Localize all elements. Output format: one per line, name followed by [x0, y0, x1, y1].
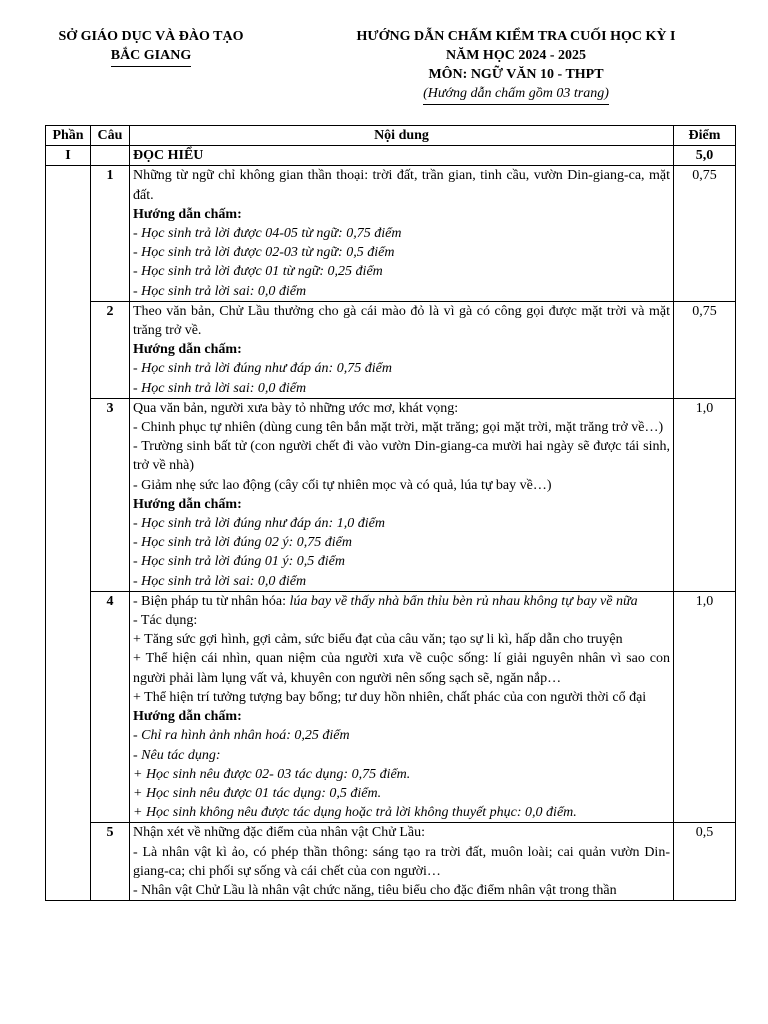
header-question: Câu — [91, 126, 130, 146]
answer-content — [130, 591, 674, 822]
answer-line: - Trường sinh bất tử (con người chết đi vào vườn Din-giang-ca mười hai ngày sẽ được tái sinh, trở về nhà) — [133, 439, 670, 474]
table-row — [46, 591, 736, 822]
header-score: Điểm — [674, 126, 736, 146]
answer-line: Theo văn bản, Chử Lầu thưởng cho gà cái mào đỏ là vì gà có công gọi được mặt trời và mặt trăng trở về. — [133, 303, 670, 339]
grading-criterion: + Học sinh nêu được 02- 03 tác dụng: 0,75 điểm. — [133, 766, 411, 782]
table-row — [46, 823, 736, 901]
question-score: 0,5 — [674, 823, 736, 901]
grading-criterion: - Học sinh trả lời đúng như đáp án: 1,0 điểm — [133, 516, 385, 532]
answer-content — [130, 301, 674, 398]
answer-line: + Thể hiện trí tưởng tượng bay bổng; tư duy hồn nhiên, chất phác của con người thời cổ đại — [133, 689, 647, 705]
grading-guide-label: Hướng dẫn chấm: — [133, 206, 242, 222]
question-score: 1,0 — [674, 398, 736, 591]
question-score: 1,0 — [674, 591, 736, 822]
device-quote: lúa bay về thấy nhà bẩn thỉu bèn rủ nhau không tự bay về nữa — [289, 593, 638, 609]
answer-content — [130, 166, 674, 301]
header-content: Nội dung — [130, 126, 674, 146]
answer-line: + Thể hiện cái nhìn, quan niệm của người xưa về cuộc sống: lí giải nguyên nhân vì sao con người phải làm lụng vất vả, khuyên con người nên sống sạch sẽ, ngăn nắp… — [133, 651, 670, 686]
table-row — [46, 301, 736, 398]
province-name: BẮC GIANG — [111, 46, 192, 67]
page-count-note: (Hướng dẫn chấm gồm 03 trang) — [423, 84, 609, 105]
grading-guide-label: Hướng dẫn chấm: — [133, 496, 242, 512]
question-number: 1 — [91, 166, 130, 301]
section-title: ĐỌC HIỂU — [130, 146, 674, 166]
grading-guide-label: Hướng dẫn chấm: — [133, 342, 242, 358]
document-header — [300, 27, 732, 105]
table-row — [46, 398, 736, 591]
question-number: 2 — [91, 301, 130, 398]
section-part: I — [46, 146, 91, 166]
section-question-empty — [91, 146, 130, 166]
grading-criterion: + Học sinh không nêu được tác dụng hoặc trả lời không thuyết phục: 0,0 điểm. — [133, 805, 577, 821]
question-score: 0,75 — [674, 301, 736, 398]
header-part: Phần — [46, 126, 91, 146]
grading-guide-label: Hướng dẫn chấm: — [133, 709, 242, 725]
grading-criterion: - Học sinh trả lời sai: 0,0 điểm — [133, 283, 307, 299]
answer-line: - Chinh phục tự nhiên (dùng cung tên bắn mặt trời, mặt trăng; gọi mặt trời, mặt trăng trở về…) — [133, 420, 664, 436]
question-number: 4 — [91, 591, 130, 822]
grading-criterion: - Chỉ ra hình ảnh nhân hoá: 0,25 điểm — [133, 728, 350, 744]
answer-line: - Là nhân vật kì ảo, có phép thần thông: sáng tạo ra trời đất, muôn loài; cai quản vườn Din-giang-ca; chi phối sự sống và cái chết của con người… — [133, 844, 670, 879]
answer-line: - Nhân vật Chử Lầu là nhân vật chức năng, tiêu biểu cho đặc điểm nhân vật trong thần — [133, 882, 617, 898]
grading-criterion: - Học sinh trả lời đúng 02 ý: 0,75 điểm — [133, 535, 353, 551]
school-year: NĂM HỌC 2024 - 2025 — [446, 48, 586, 63]
grading-criterion: - Học sinh trả lời được 02-03 từ ngữ: 0,5 điểm — [133, 245, 395, 261]
answer-line: - Giảm nhẹ sức lao động (cây cối tự nhiên mọc và có quả, lúa tự bay về…) — [133, 477, 552, 493]
question-score: 0,75 — [674, 166, 736, 301]
answer-line: - Tác dụng: — [133, 613, 198, 629]
grading-criterion: - Học sinh trả lời sai: 0,0 điểm — [133, 573, 307, 589]
question-number: 3 — [91, 398, 130, 591]
subject-line: MÔN: NGỮ VĂN 10 - THPT — [428, 67, 604, 82]
section-row — [46, 146, 736, 166]
department-header — [40, 27, 262, 67]
answer-content — [130, 398, 674, 591]
grading-criterion: + Học sinh nêu được 01 tác dụng: 0,5 điểm. — [133, 785, 382, 801]
grading-criterion: - Học sinh trả lời được 01 từ ngữ: 0,25 điểm — [133, 264, 383, 280]
part-cell-empty — [46, 166, 91, 901]
question-number: 5 — [91, 823, 130, 901]
grading-criterion: - Nêu tác dụng: — [133, 747, 221, 763]
table-header-row — [46, 126, 736, 146]
section-score: 5,0 — [674, 146, 736, 166]
device-label: - Biện pháp tu từ nhân hóa: — [133, 593, 290, 609]
answer-line: Nhận xét về những đặc điểm của nhân vật Chử Lầu: — [133, 825, 425, 841]
grading-criterion: - Học sinh trả lời sai: 0,0 điểm — [133, 380, 307, 396]
answer-line: Qua văn bản, người xưa bày tỏ những ước mơ, khát vọng: — [133, 400, 459, 416]
grading-table — [45, 125, 736, 901]
answer-line: Những từ ngữ chỉ không gian thần thoại: trời đất, trần gian, tinh cầu, vườn Din-giang-ca, mặt đất. — [133, 168, 670, 203]
department-name: SỞ GIÁO DỤC VÀ ĐÀO TẠO — [58, 29, 244, 44]
grading-criterion: - Học sinh trả lời đúng như đáp án: 0,75 điểm — [133, 361, 392, 377]
table-row — [46, 166, 736, 301]
answer-line: + Tăng sức gợi hình, gợi cảm, sức biểu đạt của câu văn; tạo sự li kì, hấp dẫn cho truyện — [133, 632, 623, 648]
grading-criterion: - Học sinh trả lời được 04-05 từ ngữ: 0,75 điểm — [133, 226, 402, 242]
document-title: HƯỚNG DẪN CHẤM KIỂM TRA CUỐI HỌC KỲ I — [356, 29, 676, 44]
grading-criterion: - Học sinh trả lời đúng 01 ý: 0,5 điểm — [133, 554, 346, 570]
answer-content — [130, 823, 674, 901]
answer-line — [133, 592, 670, 611]
